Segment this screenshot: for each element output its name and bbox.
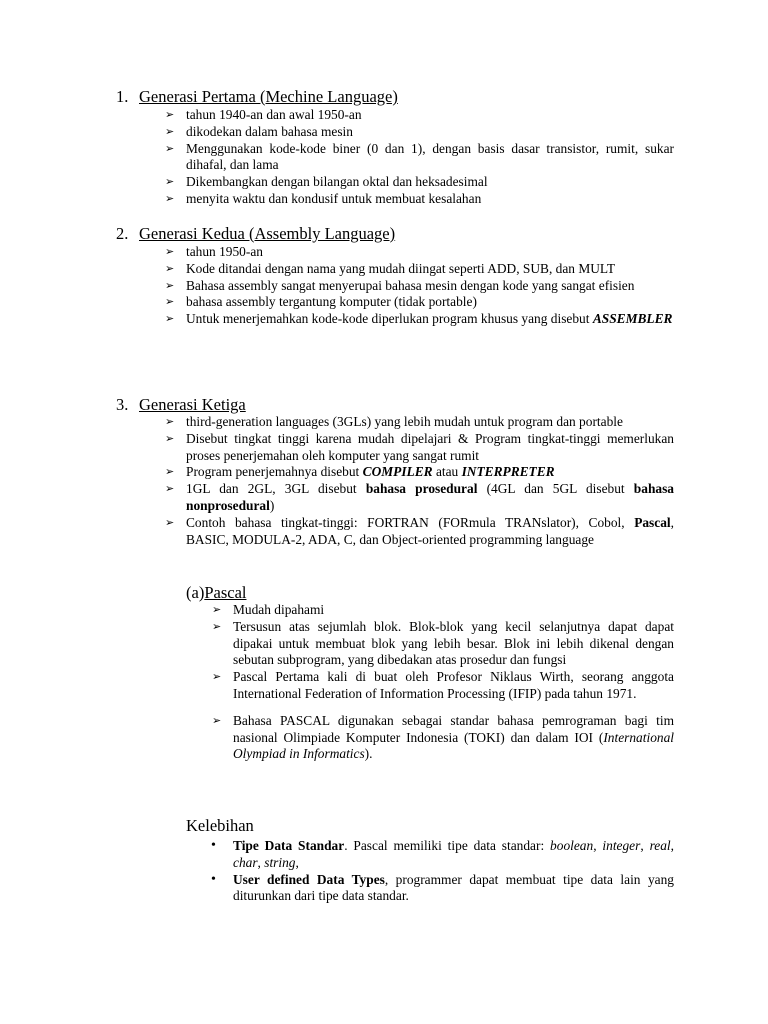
list-item [162,464,674,481]
section-3-list [162,414,674,548]
list-item: ➢ Mudah dipahami [209,602,674,619]
section-1-heading [116,87,398,107]
section-number: 1. [116,87,129,106]
section-title: Generasi Pertama (Mechine Language) [139,87,398,106]
nonprosedural-term: bahasa nonprosedural [186,481,674,513]
separator: , [640,838,650,853]
item-text: Bahasa PASCAL digunakan sebagai standar bahasa pemrograman bagi tim nasional Olimpiade Komputer Indonesia (TOKI) dan dalam IOI ( [233,712,674,745]
list-item [162,481,674,515]
kelebihan-heading: Kelebihan [186,816,254,835]
subsection-label: (a) [186,583,205,602]
item-text: (4GL dan 5GL disebut [477,481,634,497]
section-2-heading [116,224,395,244]
interpreter-term: INTERPRETER [461,464,555,480]
item-bold: User defined Data Types [233,871,385,887]
prosedural-term: bahasa prosedural [365,481,478,497]
list-item [209,713,674,763]
list-item: ➢ third-generation languages (3GLs) yang lebih mudah untuk program dan portable [162,414,674,431]
item-text: Program penerjemahnya disebut [186,464,363,480]
subsection-title: Pascal [204,583,247,602]
section-1-list [162,107,674,208]
separator: , [295,854,299,870]
item-text: 1GL dan 2GL, 3GL disebut [186,481,366,497]
list-item: ➢ Disebut tingkat tinggi karena mudah dipelajari & Program tingkat-tinggi memerlukan proses penerjemahan oleh komputer yang sangat rumit [162,431,674,465]
ioi-term: International Olympiad in Informatics [233,729,674,762]
item-text: , programmer dapat membuat tipe data lain yang diturunkan dari tipe data standar. [233,871,674,904]
list-item: ➢ Dikembangkan dengan bilangan oktal dan heksadesimal [162,174,674,191]
kelebihan-list [209,838,674,905]
list-item: ➢ dikodekan dalam bahasa mesin [162,124,674,141]
section-title: Generasi Kedua (Assembly Language) [139,224,396,243]
item-text: Contoh bahasa tingkat-tinggi: FORTRAN (FORmula TRANslator), Cobol, [186,514,635,530]
item-text: atau [432,464,462,480]
item-bold: Tipe Data Standar [233,838,345,853]
type-term: char [233,854,258,870]
item-text: . Pascal memiliki tipe data standar: [344,838,551,853]
list-item [162,515,674,549]
section-number: 2. [116,224,129,243]
compiler-term: COMPILER [362,464,433,480]
section-3-heading [116,395,246,415]
separator: , [670,838,674,853]
list-item: ➢ tahun 1950-an [162,244,674,261]
list-item: ➢ tahun 1940-an dan awal 1950-an [162,107,674,124]
section-number: 3. [116,395,129,414]
pascal-heading [186,583,246,603]
list-item: ➢ Bahasa assembly sangat menyerupai bahasa mesin dengan kode yang sangat efisien [162,278,674,295]
list-item: ➢ bahasa assembly tergantung komputer (tidak portable) [162,294,674,311]
type-term: integer [602,838,641,853]
list-item: ➢ Menggunakan kode-kode biner (0 dan 1), dengan basis dasar transistor, rumit, sukar dihafal, dan lama [162,141,674,175]
type-term: boolean [550,838,594,853]
list-item: ➢ Tersusun atas sejumlah blok. Blok-blok yang kecil selanjutnya dapat dapat dipakai untuk membuat blok yang lebih besar. Blok ini lebih dikenal dengan sebutan subprogram, yang dibedakan atas prosedur dan fungsi [209,619,674,669]
item-text: ) [269,497,275,513]
pascal-term: Pascal [634,514,671,530]
type-term: real [649,838,671,853]
list-item [209,838,674,872]
item-text: , BASIC, MODULA-2, ADA, C, dan Object-oriented programming language [186,514,674,547]
item-text: ). [364,746,373,762]
section-title: Generasi Ketiga [139,395,246,414]
type-term: string [264,854,296,870]
list-item: ➢ menyita waktu dan kondusif untuk membuat kesalahan [162,191,674,208]
list-item: ➢ Pascal Pertama kali di buat oleh Profesor Niklaus Wirth, seorang anggota International Federation of Information Processing (IFIP) pada tahun 1971. [209,669,674,703]
assembler-term: ASSEMBLER [592,311,673,327]
section-2-list [162,244,674,328]
separator: , [257,854,265,870]
list-item: ➢ Kode ditandai dengan nama yang mudah diingat seperti ADD, SUB, dan MULT [162,261,674,278]
list-item [162,311,674,328]
list-item [209,872,674,906]
pascal-list [209,602,674,763]
item-text: Untuk menerjemahkan kode-kode diperlukan program khusus yang disebut [186,311,593,327]
separator: , [593,838,603,853]
